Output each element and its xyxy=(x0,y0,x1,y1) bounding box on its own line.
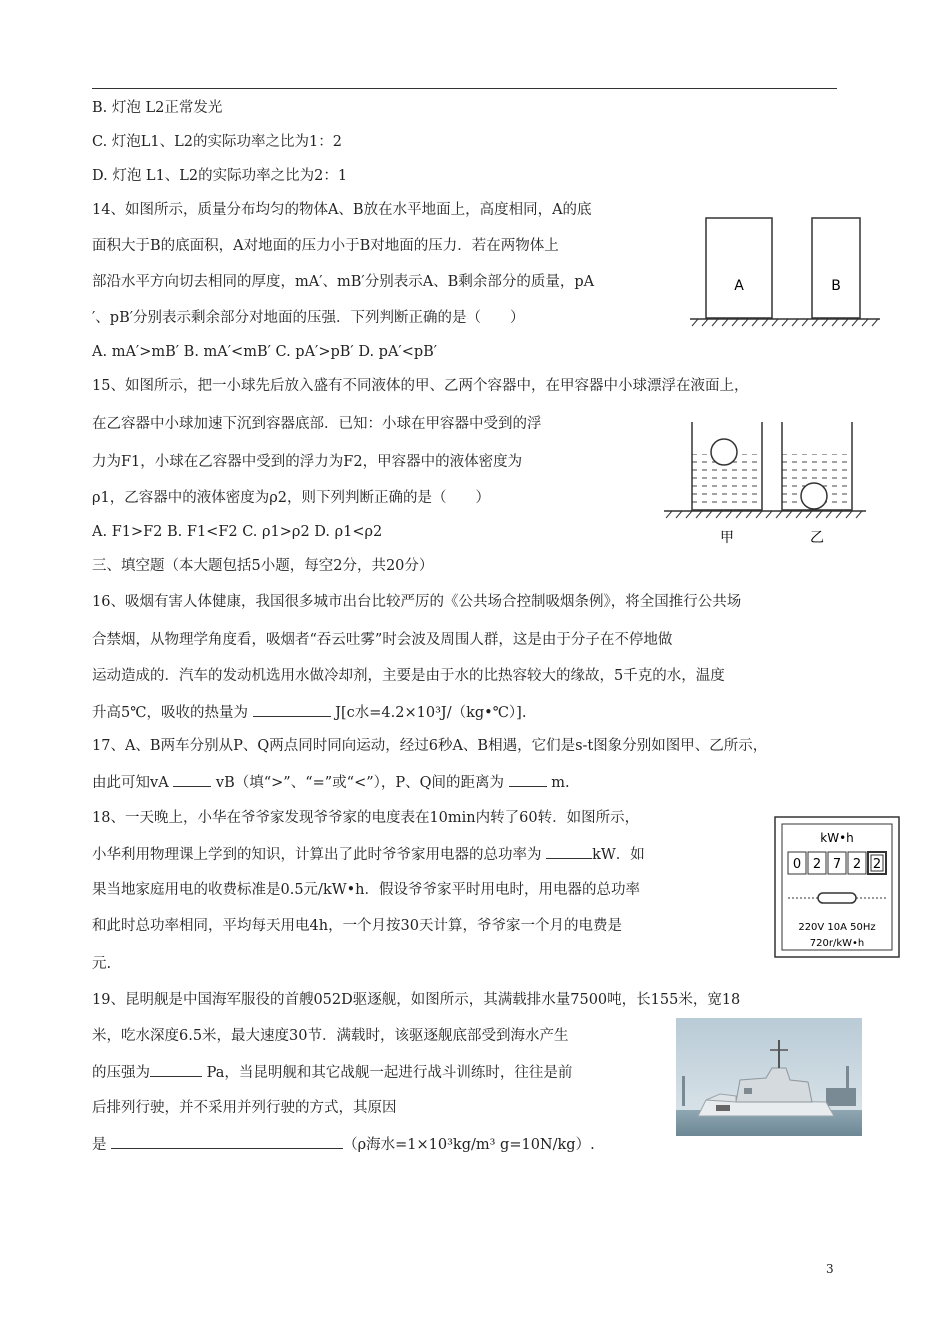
q17-answer-blank-1[interactable] xyxy=(173,772,211,787)
meter-digit: 2 xyxy=(812,857,822,872)
q16-line-3: 运动造成的．汽车的发动机选用水做冷却剂，主要是由于水的比热容较大的缘故，5千克的水，温度 xyxy=(92,668,725,684)
meter-spec: 220V 10A 50Hz xyxy=(798,922,876,933)
q16-line-2: 合禁烟，从物理学角度看，吸烟者“吞云吐雾”时会波及周围人群，这是由于分子在不停地做 xyxy=(92,632,673,648)
meter-digit: 2 xyxy=(852,857,862,872)
q19-line-5: 是 （ρ海水=1×10³kg/m³ g=10N/kg）. xyxy=(92,1134,595,1155)
q15-line-3: 力为F1，小球在乙容器中受到的浮力为F2，甲容器中的液体密度为 xyxy=(92,454,523,470)
q17-line-1: 17、A、B两车分别从P、Q两点同时同向运动，经过6秒A、B相遇，它们是s-t图象分别如图甲、乙所示， xyxy=(92,738,768,754)
q19-line-4: 后排列行驶，并不采用并列行驶的方式，其原因 xyxy=(92,1100,397,1116)
q17-answer-blank-2[interactable] xyxy=(509,772,547,787)
ship-gun xyxy=(744,1088,752,1094)
q14-line-3: 部沿水平方向切去相同的厚度，mA′、mB′分别表示A、B剩余部分的质量，pA xyxy=(92,274,595,290)
q14-options: A. mA′>mB′ B. mA′<mB′ C. pA′>pB′ D. pA′<pB′ xyxy=(92,344,438,360)
fig15-containers-diagram xyxy=(660,418,872,552)
option-d-line: D. 灯泡 L1、L2的实际功率之比为2：1 xyxy=(92,168,348,184)
q14-line-1: 14、如图所示，质量分布均匀的物体A、B放在水平地面上，高度相同，A的底 xyxy=(92,202,592,218)
electricity-meter-figure xyxy=(774,816,900,958)
ship-hull-number xyxy=(716,1105,730,1111)
label-b: B xyxy=(831,278,841,294)
q18-line-2: 小华利用物理课上学到的知识，计算出了此时爷爷家用电器的总功率为 kW．如 xyxy=(92,844,645,865)
label-a: A xyxy=(734,278,744,294)
meter-digit: 0 xyxy=(792,857,802,872)
q19-answer-blank-2[interactable] xyxy=(111,1134,343,1149)
q18-line-3: 果当地家庭用电的收费标准是0.5元/kW•h．假设爷爷家平时用电时，用电器的总功率 xyxy=(92,882,641,898)
option-c-line: C. 灯泡L1、L2的实际功率之比为1：2 xyxy=(92,134,342,150)
block-b xyxy=(812,218,860,318)
q18-answer-blank[interactable] xyxy=(546,844,592,859)
q17-line-2: 由此可知vA vB（填“>”、“=”或“<”），P、Q间的距离为 m. xyxy=(92,772,570,793)
ground-hatch xyxy=(666,511,862,518)
q16-line-4: 升高5℃，吸收的热量为 J[c水=4.2×10³J/（kg•℃）]. xyxy=(92,702,526,723)
meter-digit: 2 xyxy=(872,857,882,872)
meter-unit: kW•h xyxy=(820,831,854,845)
label-yi: 乙 xyxy=(810,530,824,546)
fig14-blocks-diagram xyxy=(688,214,884,330)
ball-sunk xyxy=(801,483,827,509)
q15-line-2: 在乙容器中小球加速下沉到容器底部．已知：小球在甲容器中受到的浮 xyxy=(92,416,542,432)
q14-line-4: ′、pB′分别表示剩余部分对地面的压强．下列判断正确的是（ ） xyxy=(92,310,525,326)
page-number: 3 xyxy=(826,1262,834,1276)
q18-line-4: 和此时总功率相同，平均每天用电4h，一个月按30天计算，爷爷家一个月的电费是 xyxy=(92,918,623,934)
q19-line-1: 19、昆明舰是中国海军服役的首艘052D驱逐舰，如图所示，其满载排水量7500吨，长155米，宽18 xyxy=(92,992,741,1008)
label-jia: 甲 xyxy=(720,530,734,546)
q19-line-2: 米，吃水深度6.5米，最大速度30节．满载时，该驱逐舰底部受到海水产生 xyxy=(92,1028,569,1044)
ball-floating xyxy=(711,439,737,465)
q19-answer-blank-1[interactable] xyxy=(150,1062,202,1077)
q14-line-2: 面积大于B的底面积，A对地面的压力小于B对地面的压力．若在两物体上 xyxy=(92,238,559,254)
q15-line-4: ρ1，乙容器中的液体密度为ρ2，则下列判断正确的是（ ） xyxy=(92,490,490,506)
section-3-heading: 三、填空题（本大题包括5小题，每空2分，共20分） xyxy=(92,558,434,574)
meter-digit: 7 xyxy=(832,857,842,872)
q15-line-1: 15、如图所示，把一小球先后放入盛有不同液体的甲、乙两个容器中，在甲容器中小球漂浮在液面上， xyxy=(92,378,749,394)
meter-rate: 720r/kW•h xyxy=(809,938,865,949)
q15-options: A. F1>F2 B. F1<F2 C. ρ1>ρ2 D. ρ1<ρ2 xyxy=(92,524,383,540)
option-b-line: B. 灯泡 L2正常发光 xyxy=(92,100,223,116)
destroyer-ship-photo xyxy=(676,1018,862,1136)
ground-hatch xyxy=(692,319,878,326)
q16-line-1: 16、吸烟有害人体健康，我国很多城市出台比较严厉的《公共场合控制吸烟条例》，将全国推行公共场 xyxy=(92,594,742,610)
block-a xyxy=(706,218,772,318)
q18-line-5: 元. xyxy=(92,956,112,972)
q19-line-3: 的压强为 Pa，当昆明舰和其它战舰一起进行战斗训练时，往往是前 xyxy=(92,1062,572,1083)
meter-rotating-disc xyxy=(818,893,856,903)
q18-line-1: 18、一天晚上，小华在爷爷家发现爷爷家的电度表在10min内转了60转．如图所示， xyxy=(92,810,640,826)
q16-answer-blank[interactable] xyxy=(253,702,331,717)
header-rule xyxy=(92,88,837,89)
